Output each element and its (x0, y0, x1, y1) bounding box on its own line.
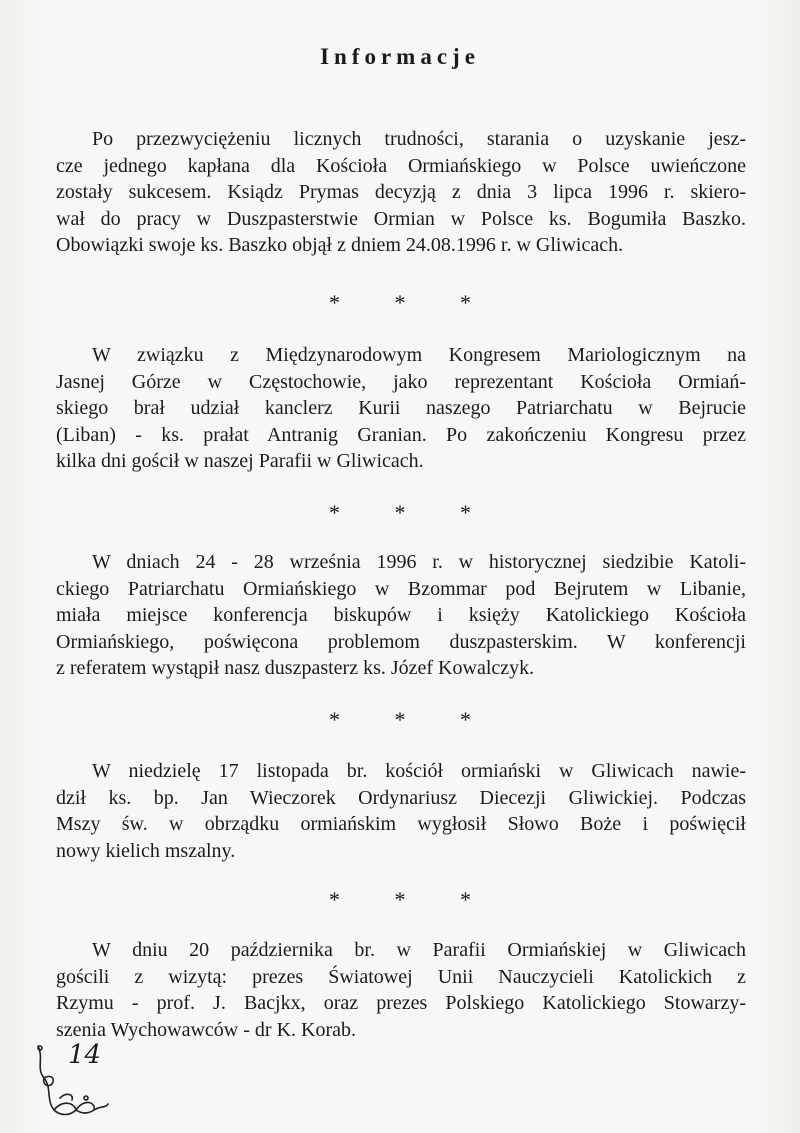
paragraph-line: W dniu 20 października br. w Parafii Ormiańskiej w Gliwicach (92, 939, 746, 961)
paragraph-line: gościli z wizytą: prezes Światowej Unii Nauczycieli Katolickich z (56, 965, 746, 988)
paragraph-line: (Liban) - ks. prałat Antranig Granian. Po zakończeniu Kongresu przez (56, 423, 746, 446)
paragraph-line: zostały sukcesem. Ksiądz Prymas decyzją z dnia 3 lipca 1996 r. skiero- (56, 181, 746, 203)
separator-star: * (394, 290, 406, 315)
paragraph-5 (56, 937, 746, 1043)
paragraph-line: cze jednego kapłana dla Kościoła Ormiańskiego w Polsce uwieńczone (56, 154, 746, 177)
separator-star: * (460, 290, 471, 315)
page-title: Informacje (320, 44, 480, 69)
paragraph-line: miała miejsce konferencja biskupów i księży Katolickiego Kościoła (56, 604, 746, 626)
paragraph-line: nowy kielich mszalny. (56, 839, 236, 862)
paragraph-line: Ormiańskiego, poświęcona problemom duszpasterskim. W konferencji (56, 630, 746, 653)
paragraph-3 (56, 549, 746, 682)
paragraph-line: z referatem wystąpił nasz duszpasterz ks. Józef Kowalczyk. (56, 657, 535, 679)
separator-star: * (460, 887, 471, 912)
separator-star: * (329, 290, 340, 315)
paragraph-line: ckiego Patriarchatu Ormiańskiego w Bzommar pod Bejrutem w Libanie, (56, 577, 746, 600)
section-separator (0, 887, 800, 913)
section-separator (0, 290, 800, 316)
separator-star: * (329, 887, 340, 912)
paragraph-1 (56, 126, 746, 259)
separator-star: * (394, 887, 406, 912)
paragraph-line: Jasnej Górze w Częstochowie, jako reprezentant Kościoła Ormiań- (56, 370, 746, 393)
paragraph-line: dził ks. bp. Jan Wieczorek Ordynariusz Diecezji Gliwickiej. Podczas (56, 786, 746, 809)
separator-star: * (394, 500, 406, 525)
paragraph-line: W niedzielę 17 listopada br. kościół ormiański w Gliwicach nawie- (92, 760, 746, 782)
paragraph-line: Rzymu - prof. J. Bacjkx, oraz prezes Polskiego Katolickiego Stowarzy- (56, 992, 746, 1014)
separator-star: * (460, 500, 471, 525)
paragraph-line: Obowiązki swoje ks. Baszko objął z dniem 24.08.1996 r. w Gliwicach. (56, 234, 624, 256)
separator-star: * (329, 707, 340, 732)
page-number: 14 (68, 1040, 102, 1070)
section-separator (0, 500, 800, 526)
paragraph-line: kilka dni gościł w naszej Parafii w Gliwicach. (56, 450, 424, 472)
paragraph-line: szenia Wychowawców - dr K. Korab. (56, 1018, 356, 1041)
paragraph-line: W dniach 24 - 28 września 1996 r. w historycznej siedzibie Katoli- (92, 551, 746, 573)
paragraph-line: Mszy św. w obrządku ormiańskim wygłosił Słowo Boże i poświęcił (56, 813, 746, 835)
separator-star: * (460, 707, 471, 732)
paragraph-2 (56, 342, 746, 475)
paragraph-line: W związku z Międzynarodowym Kongresem Mariologicznym na (92, 344, 746, 366)
paragraph-4 (56, 758, 746, 864)
separator-star: * (394, 707, 406, 732)
paragraph-line: skiego brał udział kanclerz Kurii naszego Patriarchatu w Bejrucie (56, 397, 746, 419)
paragraph-line: wał do pracy w Duszpasterstwie Ormian w Polsce ks. Bogumiła Baszko. (56, 207, 746, 230)
section-separator (0, 707, 800, 733)
paragraph-line: Po przezwyciężeniu licznych trudności, starania o uzyskanie jesz- (92, 128, 746, 150)
separator-star: * (329, 500, 340, 525)
